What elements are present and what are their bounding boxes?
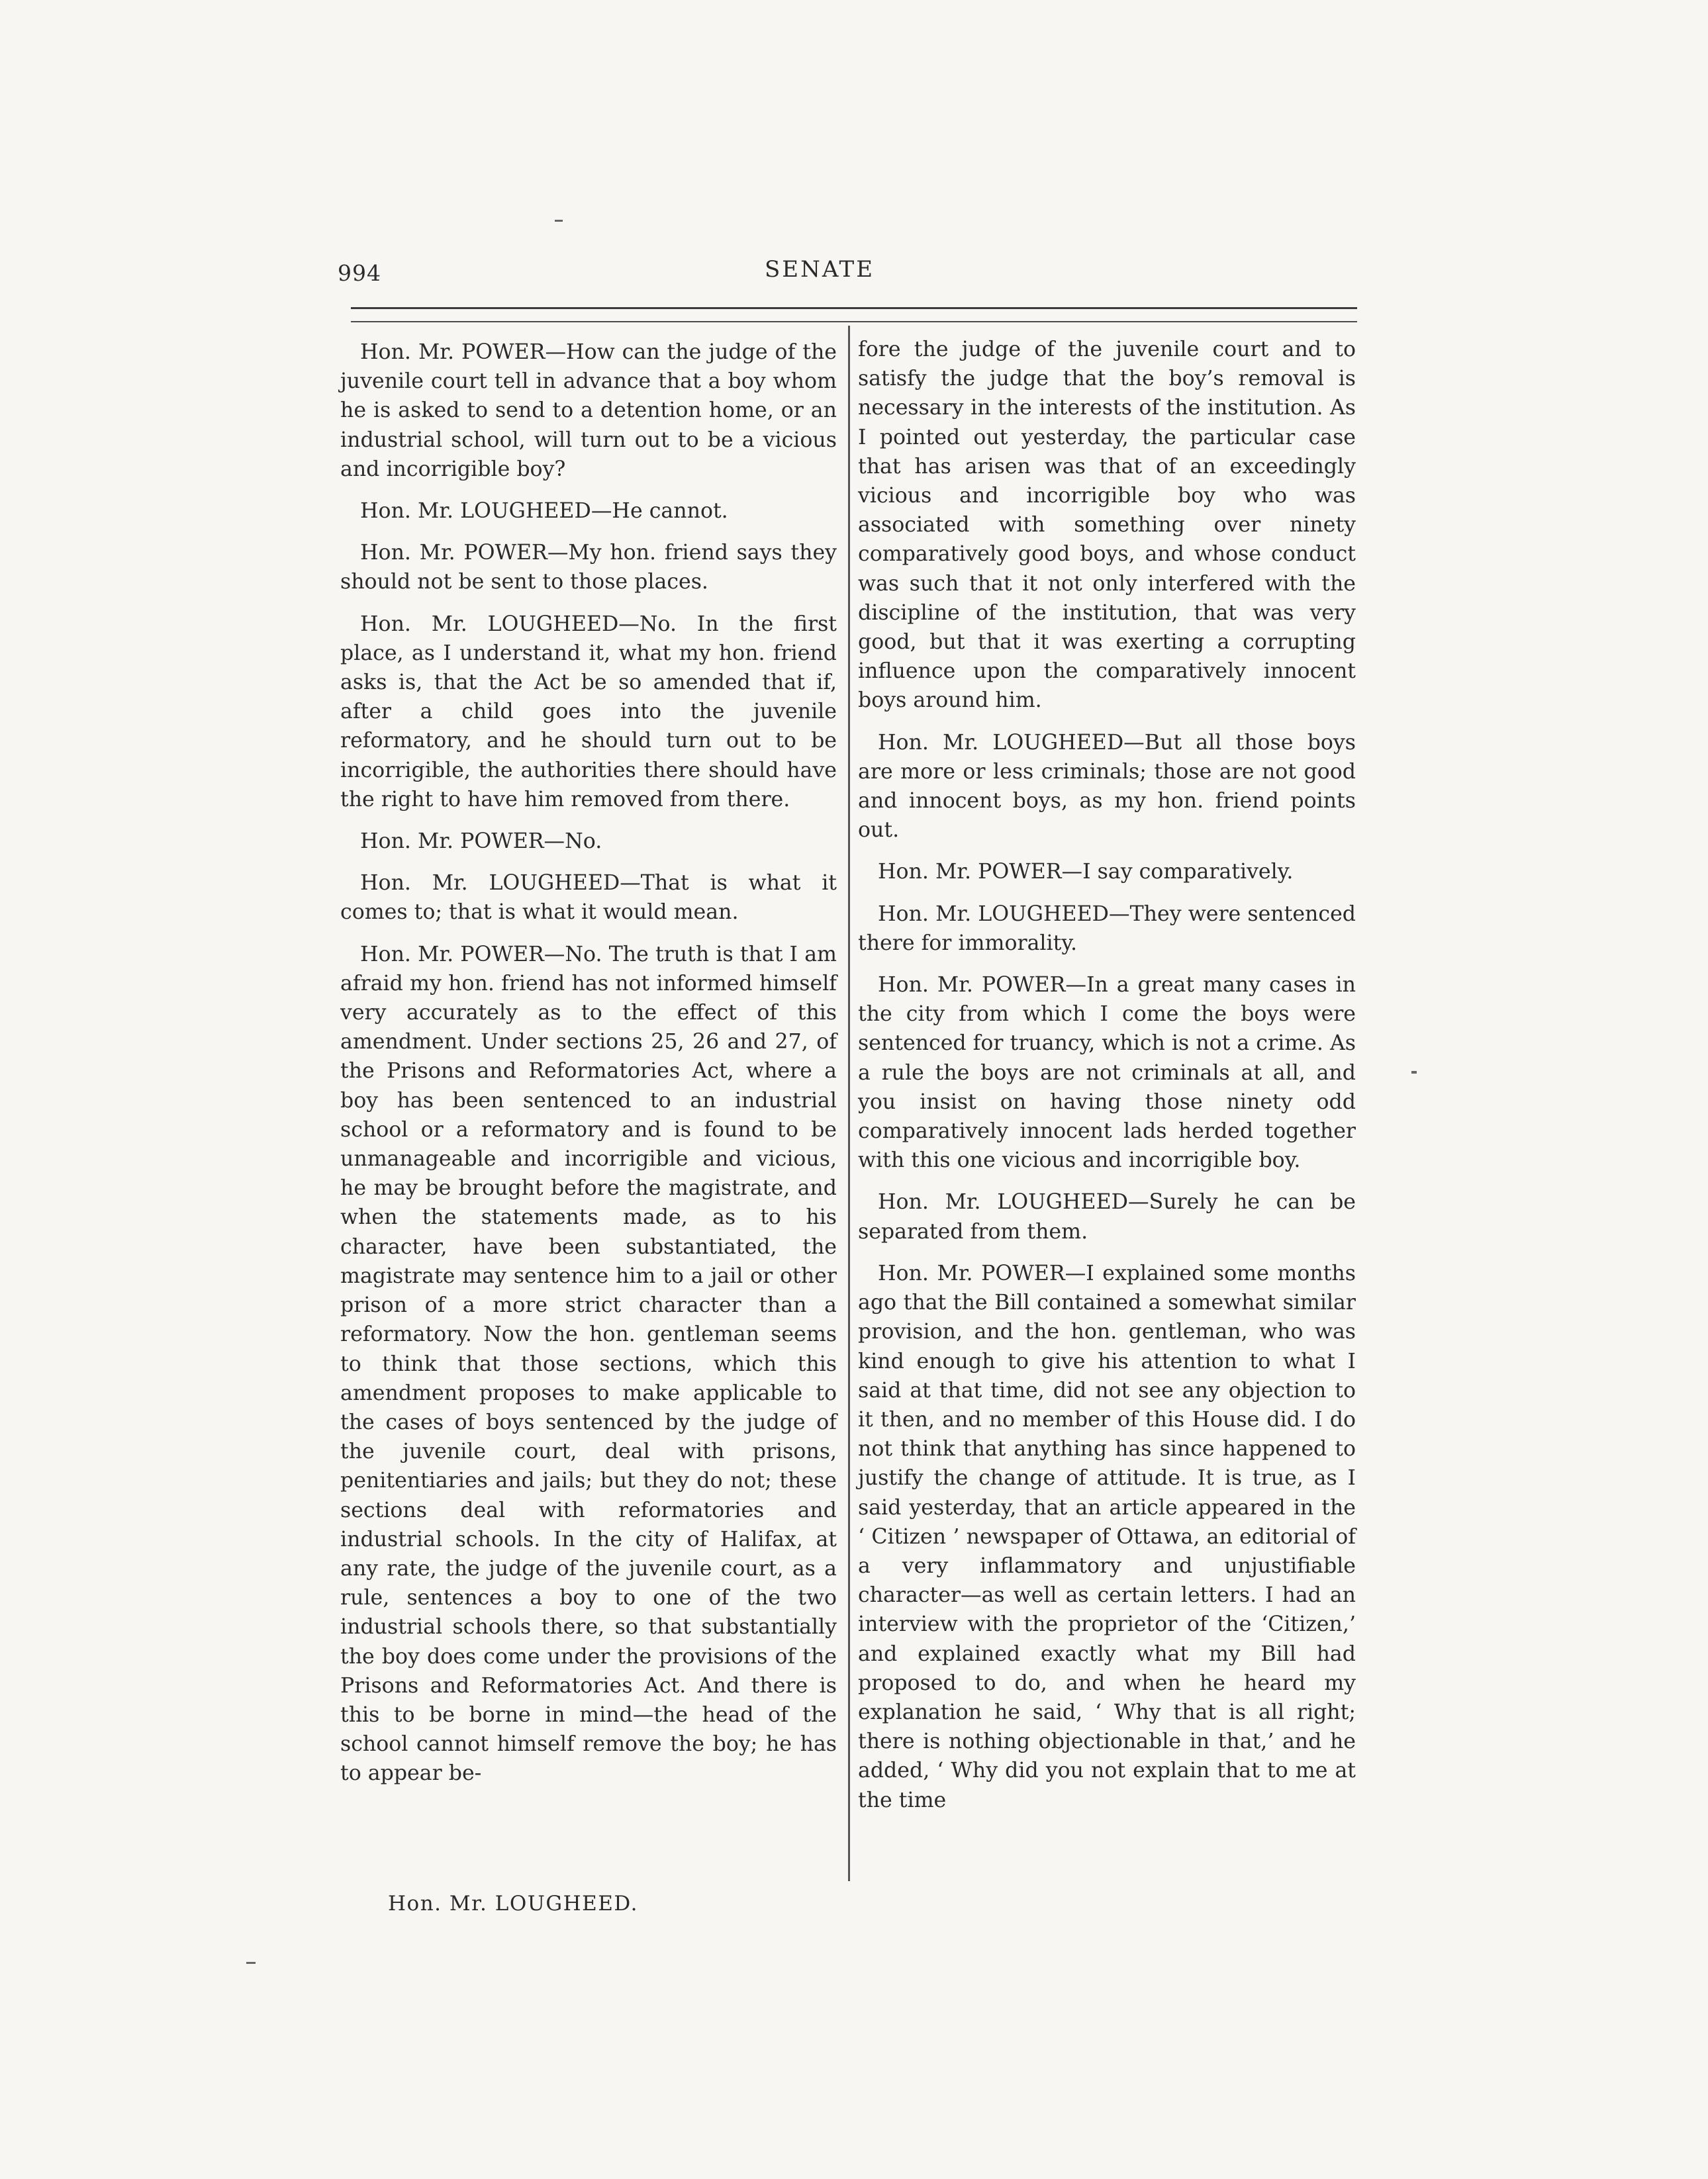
right-column [858, 335, 1356, 1828]
paragraph: Hon. Mr. LOUGHEED—They were sentenced there for immorality. [858, 902, 1356, 955]
paragraph: Hon. Mr. POWER—How can the judge of the juvenile court tell in advance that a boy whom he is asked to send to a detention home, or an industrial school, will turn out to be a vicious and incorrigible boy? [340, 340, 837, 481]
paragraph: Hon. Mr. POWER—No. The truth is that I am afraid my hon. friend has not informed himself very accurately as to the effect of this amendment. Under sections 25, 26 and 27, of the Prisons and Reformatories Act, where a boy has been sentenced to an industrial school or a reformatory and is found to be unmanageable and incorrigible and vicious, he may be brought before the magistrate, and when the statements made, as to his character, have been substantiated, the magistrate may sentence him to a jail or other prison of a more strict character than a reformatory. Now the hon. gentleman seems to think that those sections, which this amendment proposes to make applicable to the cases of boys sentenced by the judge of the juvenile court, deal with prisons, penitentiaries and jails; but they do not; these sections deal with reformatories and industrial schools. In the city of Halifax, at any rate, the judge of the juvenile court, as a rule, sentences a boy to one of the two industrial schools there, so that substantially the boy does come under the provisions of the Prisons and Reformatories Act. And there is this to be borne in mind—the head of the school cannot himself remove the boy; he has to appear be- [340, 942, 837, 1786]
scan-speck [246, 1962, 256, 1964]
paragraph: Hon. Mr. LOUGHEED—No. In the first place, as I understand it, what my hon. friend asks is, that the Act be so amended that if, after a child goes into the juvenile reformatory, and he should turn out to be incorrigible, the authorities there should have the right to have him removed from there. [340, 612, 837, 811]
paragraph: Hon. Mr. POWER—No. [360, 829, 602, 854]
page-number: 994 [338, 260, 381, 286]
footer-speaker: Hon. Mr. LOUGHEED. [388, 1892, 639, 1916]
scan-speck [555, 220, 563, 222]
running-head: SENATE [765, 256, 875, 283]
paragraph: Hon. Mr. LOUGHEED—Surely he can be separated from them. [858, 1190, 1356, 1244]
paragraph: Hon. Mr. POWER—I explained some months ago that the Bill contained a somewhat similar provision, and the hon. gentleman, who was kind enough to give his attention to what I said at that time, did not see any objection to it then, and no member of this House did. I do not think that anything has since happened to justify the change of attitude. It is true, as I said yesterday, that an article appeared in the ‘ Citizen ’ newspaper of Ottawa, an editorial of a very inflammatory and unjustifiable character—as well as certain letters. I had an interview with the proprietor of the ‘Citizen,’ and explained exactly what my Bill had proposed to do, and when he heard my explanation he said, ‘ Why that is all right; there is nothing objectionable in that,’ and he added, ‘ Why did you not explain that to me at the time [858, 1261, 1356, 1812]
paragraph: Hon. Mr. LOUGHEED—That is what it comes to; that is what it would mean. [340, 871, 837, 925]
column-divider [848, 326, 850, 1881]
header-double-rule [351, 307, 1357, 322]
paragraph: Hon. Mr. LOUGHEED—But all those boys are more or less criminals; those are not good and innocent boys, as my hon. friend points out. [858, 730, 1356, 843]
left-column [340, 338, 837, 1801]
paragraph-continuation: fore the judge of the juvenile court and to satisfy the judge that the boy’s removal is necessary in the interests of the institution. As I pointed out yesterday, the particular case that has arisen was that of an exceedingly vicious and incorrigible boy who was associated with something over ninety comparatively good boys, and whose conduct was such that it not only interfered with the discipline of the institution, that was very good, but that it was exerting a corrupting influence upon the comparatively innocent boys around him. [858, 338, 1356, 713]
paragraph: Hon. Mr. POWER—In a great many cases in the city from which I come the boys were sentenced for truancy, which is not a crime. As a rule the boys are not criminals at all, and you insist on having those ninety odd comparatively innocent lads herded together with this one vicious and incorrigible boy. [858, 973, 1356, 1173]
paragraph: Hon. Mr. POWER—I say comparatively. [878, 860, 1294, 884]
paragraph: Hon. Mr. POWER—My hon. friend says they should not be sent to those places. [340, 541, 837, 594]
paragraph: Hon. Mr. LOUGHEED—He cannot. [360, 499, 728, 524]
scan-speck [1411, 1071, 1417, 1074]
